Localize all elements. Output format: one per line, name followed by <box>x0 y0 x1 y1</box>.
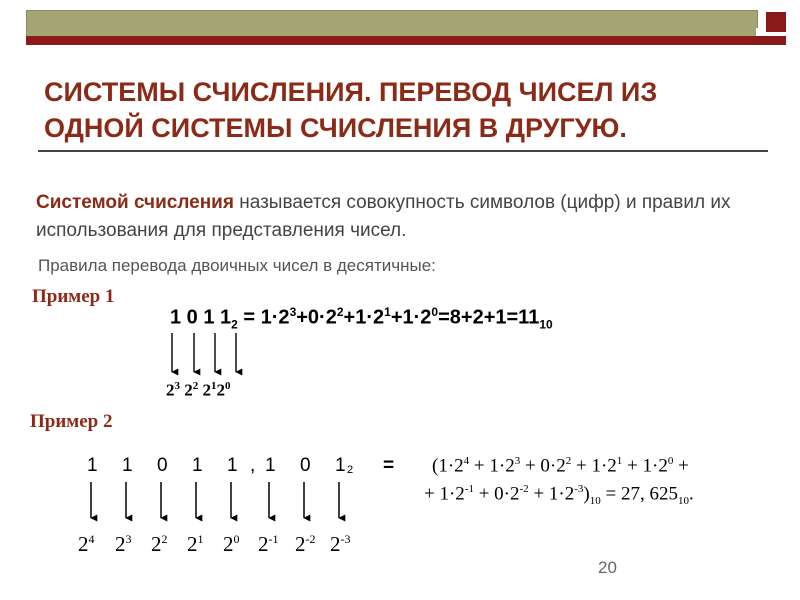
example2-power-base: 2 <box>330 532 341 556</box>
example2-term: + 1·2 <box>622 455 668 477</box>
example2-power-base: 2 <box>295 532 306 556</box>
example1-term: +1·2 <box>343 306 385 329</box>
example2-power-base: 2 <box>258 532 269 556</box>
example1-term: +0·2 <box>296 306 337 329</box>
example1-term: +1·2 <box>390 306 432 329</box>
example2-result: = 27, 625 <box>600 483 678 505</box>
example2-term: + 0·2 <box>473 483 520 505</box>
example2-power-base: 2 <box>78 532 89 556</box>
example2-digit: 1 <box>265 455 276 476</box>
example1-digits: 1 0 1 1 <box>170 306 232 329</box>
example1-arrows <box>172 333 236 372</box>
example2-power-exp: 4 <box>88 532 95 546</box>
example2-term-exp: -3 <box>574 483 584 495</box>
example1-term-exp: 0 <box>431 305 439 319</box>
example2-term: + 1·2 <box>469 455 515 477</box>
example2-result-base: 10 <box>677 495 689 508</box>
example2-power-exp: 1 <box>197 532 204 546</box>
example2-term-exp: 2 <box>565 455 572 467</box>
example1-base: 2 <box>231 317 238 332</box>
example2-term: + <box>673 455 689 477</box>
example2-digit: 1 <box>335 455 346 476</box>
example2-comma: , <box>250 455 256 476</box>
example2-term: + 1·2 <box>528 483 575 505</box>
example2-term-exp: 1 <box>616 455 623 467</box>
example1-power-exp: 3 <box>174 380 180 392</box>
example2-power-exp: 3 <box>125 532 132 546</box>
example2-term-open: + 1·2 <box>424 483 465 505</box>
example2-power-base: 2 <box>151 532 162 556</box>
example2-power-base: 2 <box>187 532 198 556</box>
example2-digit: 1 <box>192 455 203 476</box>
example2-digit: 1 <box>227 455 238 476</box>
example1-power-exp: 1 <box>211 380 217 392</box>
example2-arrows <box>91 482 339 518</box>
example1-result-base: 10 <box>539 317 553 332</box>
example1-label: Пример 1 <box>32 286 115 307</box>
example2-term: ) <box>583 483 590 505</box>
example2-term: + 0·2 <box>520 455 566 477</box>
example2-digit: 1 <box>87 455 98 476</box>
example2-base: 2 <box>347 464 354 476</box>
slide-title: СИСТЕМЫ СЧИСЛЕНИЯ. ПЕРЕВОД ЧИСЕЛ ИЗ ОДНОЙ СИСТЕМЫ СЧИСЛЕНИЯ В ДРУГУЮ. <box>44 77 658 143</box>
example1-term-exp: 1 <box>384 305 391 319</box>
example2-digit: 0 <box>157 455 168 476</box>
example2-term-exp: 0 <box>667 455 674 467</box>
example1-power-base: 2 <box>216 380 225 400</box>
example1-power-base: 2 <box>184 380 193 400</box>
example2-bracket-base: 10 <box>589 495 601 508</box>
example2-power-exp: -3 <box>340 532 351 546</box>
definition-term: Системой счисления <box>36 192 234 213</box>
example2-digit: 0 <box>300 455 311 476</box>
example2-power-exp: -2 <box>305 532 316 546</box>
example2-power-exp: -1 <box>268 532 279 546</box>
example2-label: Пример 2 <box>30 411 113 432</box>
example2-power-base: 2 <box>115 532 126 556</box>
example2-digit: 1 <box>122 455 133 476</box>
example1-power-base: 2 <box>202 380 211 400</box>
example2-term-exp: 4 <box>463 455 470 467</box>
example2-term-exp: -1 <box>464 483 474 495</box>
page-number: 20 <box>598 558 617 577</box>
example2-power-exp: 2 <box>161 532 168 546</box>
rules-heading: Правила перевода двоичных чисел в десятичные: <box>38 256 436 275</box>
definition-text: называется совокупность символов (цифр) и правил их использования для представления чисел. <box>36 192 731 241</box>
example2-term-exp: 3 <box>514 455 521 467</box>
example2-equals: = <box>383 455 395 476</box>
example2-term-open: (1·2 <box>432 455 464 477</box>
example1-term-exp: 3 <box>289 305 297 319</box>
example1-term: = 1·2 <box>237 306 290 329</box>
example2-end: . <box>688 483 694 505</box>
example2-power-exp: 0 <box>233 532 240 546</box>
example1-power-exp: 0 <box>225 380 231 392</box>
example1-power-base: 2 <box>166 380 175 400</box>
example2-term: + 1·2 <box>571 455 617 477</box>
example1-power-exp: 2 <box>192 380 199 392</box>
example2-term-exp: -2 <box>519 483 529 495</box>
example1-result: =8+2+1=11 <box>438 306 540 329</box>
example1-term-exp: 2 <box>336 305 344 319</box>
example2-power-base: 2 <box>223 532 234 556</box>
